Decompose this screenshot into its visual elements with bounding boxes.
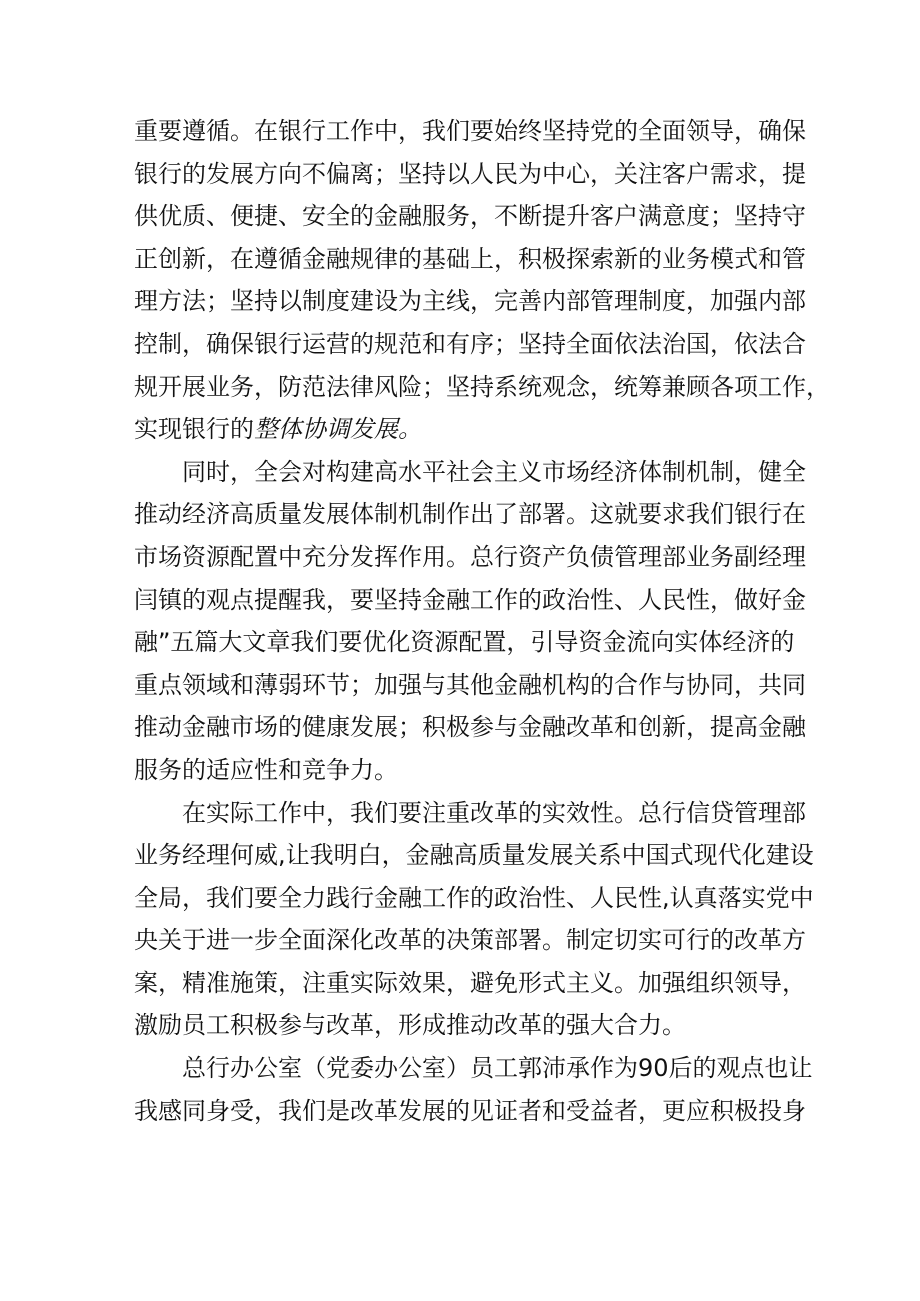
paragraph-1 xyxy=(134,110,830,451)
paragraph-4 xyxy=(134,1047,813,1132)
paragraph-line: 我感同身受，我们是改革发展的见证者和受益者，更应积极投身 xyxy=(134,1096,806,1125)
paragraph-line: 推动金融市场的健康发展；积极参与金融改革和创新，提高金融 xyxy=(134,713,806,742)
italic-phrase: 整体协调发展。 xyxy=(254,415,422,444)
paragraph-line: 激励员工积极参与改革，形成推动改革的强大合力。 xyxy=(134,1011,686,1040)
last-line-prefix: 实现银行的 xyxy=(134,415,254,444)
paragraph-line: 业务经理何威,让我明白，金融高质量发展关系中国式现代化建设 xyxy=(134,841,814,870)
paragraph-line: 融”五篇大文章我们要优化资源配置，引导资金流向实体经济的 xyxy=(134,628,795,657)
paragraph-first-line: 在实际工作中，我们要注重改革的实效性。总行信贷管理部 xyxy=(182,798,806,827)
paragraph-2 xyxy=(134,451,806,792)
paragraph-line: 规开展业务，防范法律风险；坚持系统观念，统筹兼顾各项工作， xyxy=(134,372,830,401)
paragraph-line: 市场资源配置中充分发挥作用。总行资产负债管理部业务副经理 xyxy=(134,542,806,571)
paragraph-line: 理方法；坚持以制度建设为主线，完善内部管理制度，加强内部 xyxy=(134,287,806,316)
paragraph-line: 重要遵循。在银行工作中，我们要始终坚持党的全面领导，确保 xyxy=(134,117,806,145)
paragraph-line: 闫镇的观点提醒我，要坚持金融工作的政治性、人民性，做好金 xyxy=(134,585,806,614)
paragraph-line: 全局，我们要全力践行金融工作的政治性、人民性,认真落实党中 xyxy=(134,883,814,912)
paragraph-line: 重点领域和薄弱环节；加强与其他金融机构的合作与协同，共同 xyxy=(134,670,806,699)
paragraph-line: 正创新，在遵循金融规律的基础上，积极探索新的业务模式和管 xyxy=(134,244,806,273)
paragraph-last-line xyxy=(134,408,794,451)
document-body xyxy=(134,110,830,1132)
paragraph-first-line: 同时，全会对构建高水平社会主义市场经济体制机制，健全 xyxy=(182,457,806,486)
paragraph-line: 控制，确保银行运营的规范和有序；坚持全面依法治国，依法合 xyxy=(134,329,806,358)
paragraph-line: 服务的适应性和竞争力。 xyxy=(134,755,398,784)
paragraph-first-line: 总行办公室（党委办公室）员工郭沛承作为90后的观点也让 xyxy=(182,1054,813,1083)
paragraph-line: 推动经济高质量发展体制机制作出了部署。这就要求我们银行在 xyxy=(134,500,806,529)
paragraph-3 xyxy=(134,792,814,1048)
paragraph-line: 央关于进一步全面深化改革的决策部署。制定切实可行的改革方 xyxy=(134,926,806,955)
paragraph-line: 案，精准施策，注重实际效果，避免形式主义。加强组织领导， xyxy=(134,968,806,997)
paragraph-line: 银行的发展方向不偏离；坚持以人民为中心，关注客户需求，提 xyxy=(134,159,806,188)
paragraph-line: 供优质、便捷、安全的金融服务，不断提升客户满意度；坚持守 xyxy=(134,202,806,231)
